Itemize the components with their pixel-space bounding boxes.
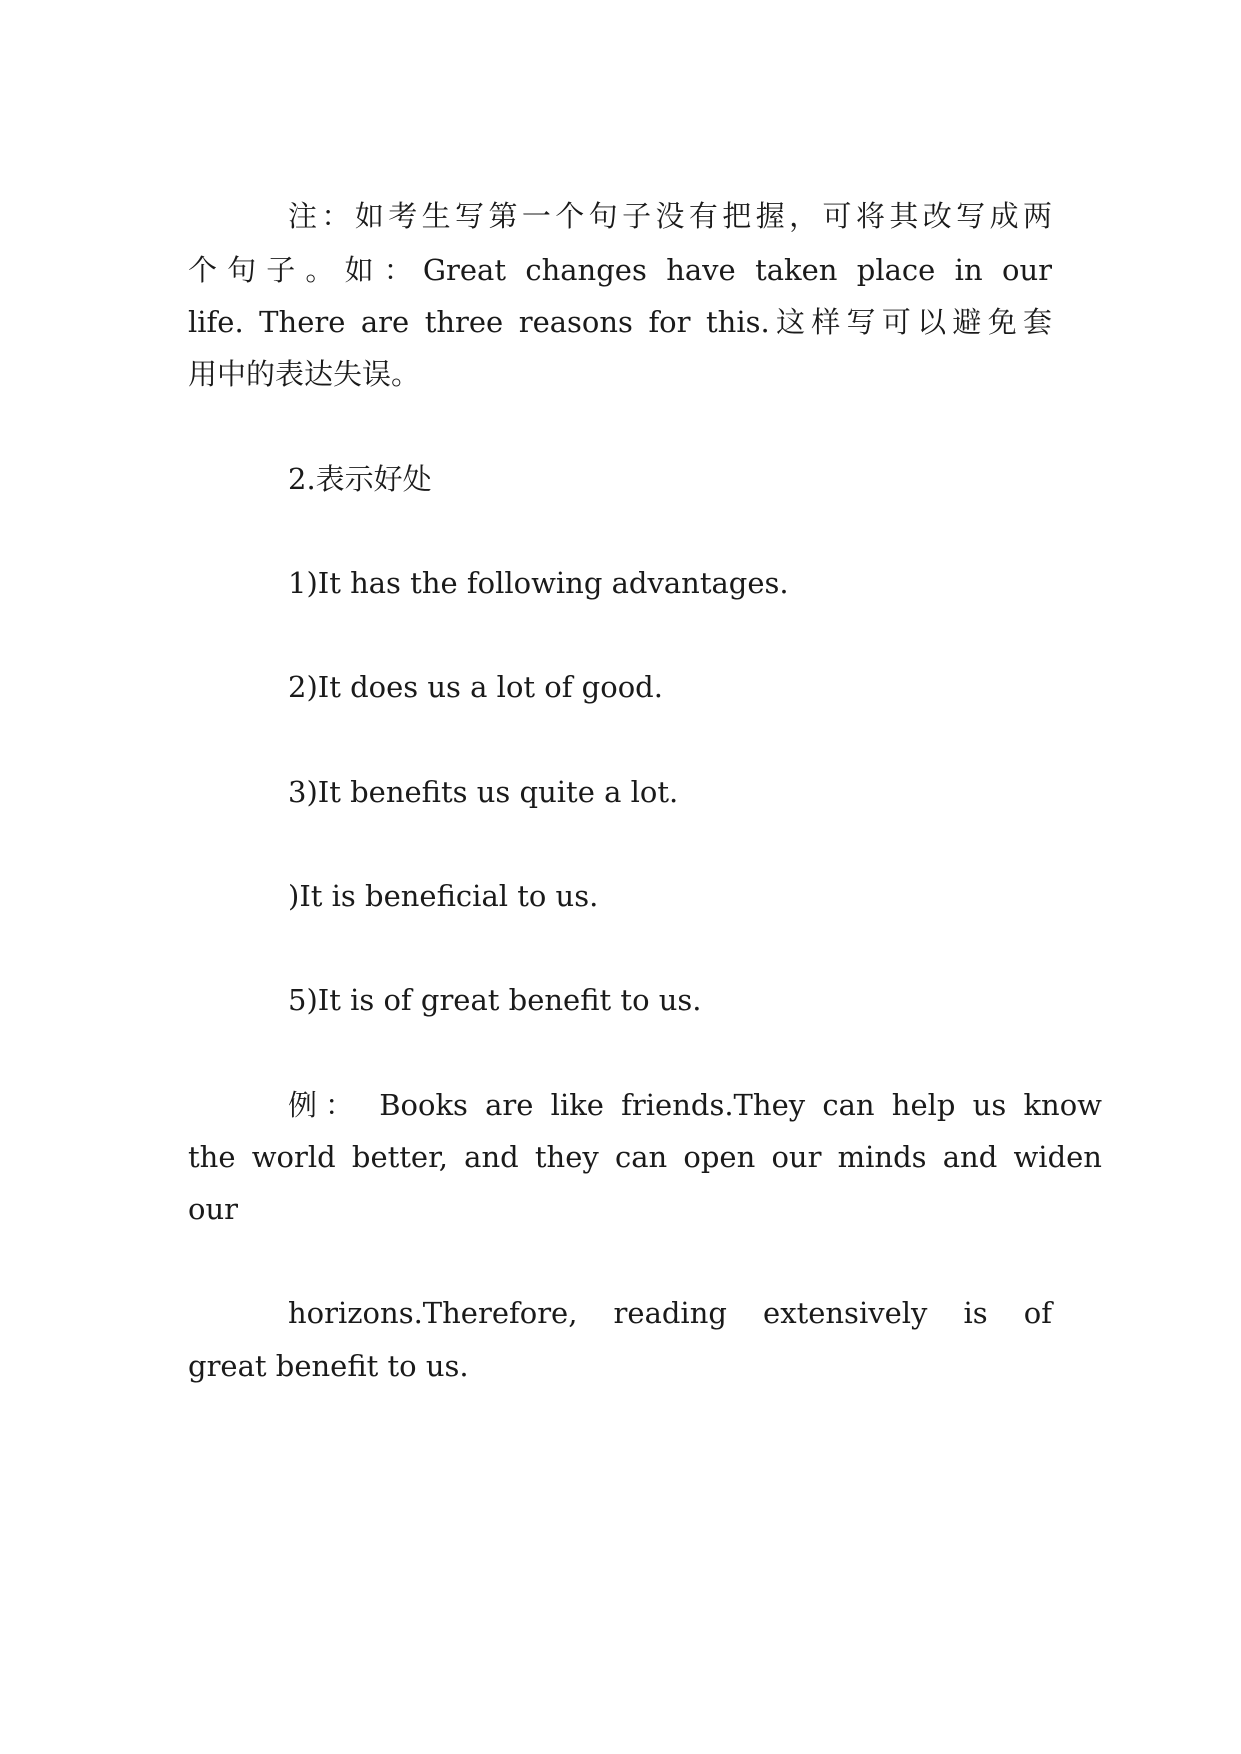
note-line-1: 注：如考生写第一个句子没有把握，可将其改写成两	[288, 199, 1052, 233]
phrase-item: )It is beneficial to us.	[288, 879, 599, 913]
phrase-item: 2)It does us a lot of good.	[288, 670, 663, 704]
phrase-item: 1)It has the following advantages.	[288, 566, 789, 600]
note-line-3: life. There are three reasons for this.这样写可以避免套	[188, 305, 1052, 339]
continuation-line-1: horizons.Therefore, reading extensively is of	[288, 1296, 1052, 1330]
example-line-1: 例： Books are like friends.They can help us know	[288, 1088, 1102, 1122]
section-heading: 2.表示好处	[288, 462, 432, 496]
example-line-3: our	[188, 1192, 238, 1226]
continuation-line-2: great benefit to us.	[188, 1349, 469, 1383]
phrase-item: 3)It benefits us quite a lot.	[288, 775, 679, 809]
note-line-4: 用中的表达失误。	[188, 357, 421, 391]
note-line-2: 个句子。如：Great changes have taken place in our	[188, 253, 1052, 287]
phrase-item: 5)It is of great benefit to us.	[288, 983, 702, 1017]
example-line-2: the world better, and they can open our minds and widen	[188, 1140, 1102, 1174]
